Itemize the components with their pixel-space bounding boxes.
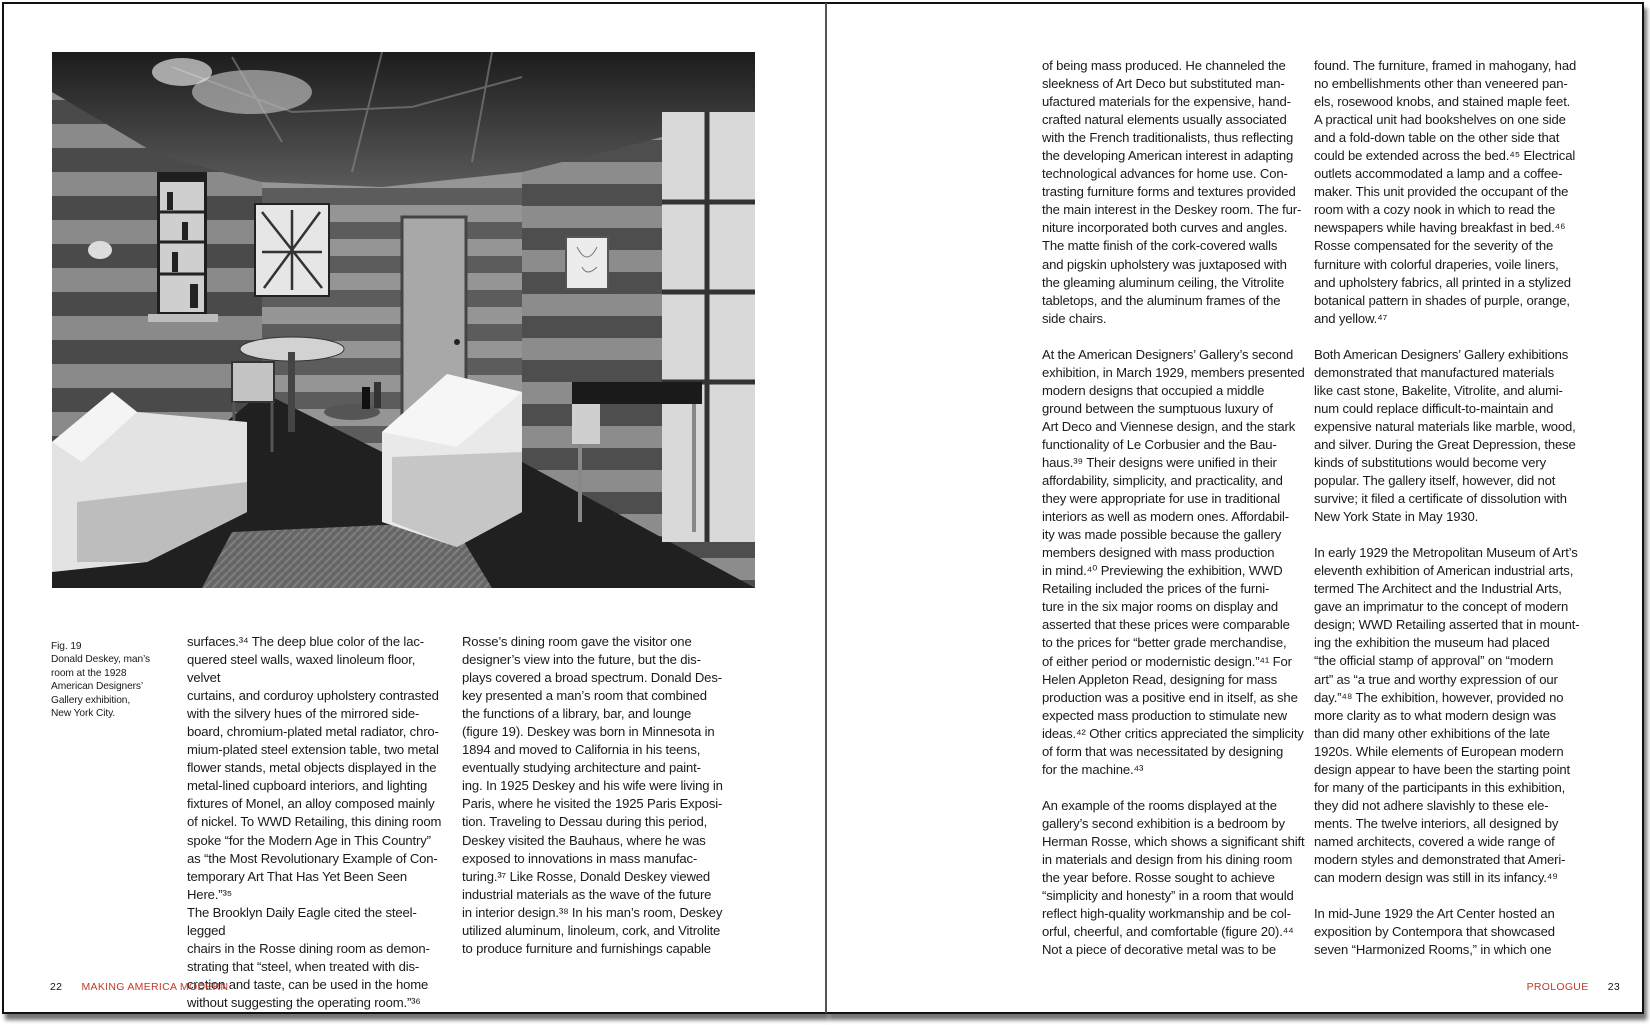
- running-head: MAKING AMERICA MODERN: [81, 981, 229, 993]
- right-page: [826, 2, 1644, 1014]
- room-photograph: [52, 52, 755, 588]
- right-folio: [1527, 981, 1620, 993]
- paragraph: surfaces.³⁴ The deep blue color of the lac- quered steel walls, waxed linoleum floor, velvet curtains, and corduroy upholstery contrasted with the silvery hues of the mirrored side- board, chromium-plated metal radiator, chro- mium-plated steel extension table, two metal flower stands, metal objects displayed in the metal-lined cupboard interiors, and lighting fixtures of Monel, an alloy composed mainly of nickel. To WWD Retailing, this dining room spoke “for the Modern Age in This Country” as “the Most Revolutionary Example of Con- temporary Art That Has Yet Been Seen Here.”³⁵ The Brooklyn Daily Eagle cited the steel-legged chairs in the Rosse dining room as demon- strating that “steel, when treated with dis- cretion and taste, can be used in the home without suggesting the operating room.”³⁶: [187, 634, 442, 1010]
- paragraph: Both American Designers’ Gallery exhibitions demonstrated that manufactured materials like cast stone, Bakelite, Vitrolite, and alumi- num could replace difficult-to-maintain and expensive natural materials like marble, wood, and silver. During the Great Depression, these kinds of substitutions would become very popular. The gallery itself, however, did not survive; it filed a certificate of dissolution with New York State in May 1930.: [1314, 346, 1576, 525]
- paragraph: An example of the rooms displayed at the gallery’s second exhibition is a bedroom by Herman Rosse, which shows a significant shift in materials and design from his dining room the year before. Rosse sought to achieve “simplicity and honesty” in a room that would reflect high-quality workmanship and be col- orful, cheerful, and comfortable (figure 20).⁴⁴ Not a piece of decorative metal was to be: [1042, 797, 1305, 958]
- left-folio: [50, 981, 228, 993]
- paragraph: Rosse’s dining room gave the visitor one designer’s view into the future, but the dis- plays covered a broad spectrum. Donald Des- key presented a man’s room that combined the functions of a library, bar, and lounge (figure 19). Deskey was born in Minnesota in 1894 and moved to California in his teens, eventually studying architecture and paint- ing. In 1925 Deskey and his wife were living in Paris, where he visited the 1925 Paris Exposi- tion. Traveling to Dessau during this period, Deskey visited the Bauhaus, where he was exposed to innovations in mass manufac- turing.³⁷ Like Rosse, Donald Deskey viewed industrial materials as the wave of the future in interior design.³⁸ In his man’s room, Deskey utilized aluminum, linoleum, cork, and Vitrolite to produce furniture and furnishings capable: [462, 634, 723, 956]
- left-page-column-1: [187, 633, 449, 1012]
- paragraph: At the American Designers’ Gallery’s second exhibition, in March 1929, members presented modern designs that occupied a middle ground between the sumptuous luxury of Art Deco and Viennese design, and the stark functionality of Le Corbusier and the Bau- haus.³⁹ Their designs were unified in their affordability, simplicity, and practicality, and they were appropriate for use in traditional interiors as well as modern ones. Affordabil- ity was made possible because the gallery members designed with mass production in mind.⁴⁰ Previewing the exhibition, WWD Retailing included the prices of the furni- ture in the six major rooms on display and asserted that these prices were comparable to the prices for “better grade merchandise, of either period or modernistic design.”⁴¹ For Helen Appleton Read, designing for mass production was a positive end in itself, as she expected mass production to stimulate new ideas.⁴² Other critics appreciated the simplicity of form that was necessitated by designing for the machine.⁴³: [1042, 346, 1305, 777]
- figure-caption: [51, 640, 171, 720]
- paragraph: In early 1929 the Metropolitan Museum of Art’s eleventh exhibition of American industrial arts, termed The Architect and the Industrial Arts, gave an imprimatur to the concept of modern design; WWD Retailing asserted that in mount- ing the exhibition the museum had placed “the official stamp of approval” on “modern art” as “a true and worthy expression of our day.”⁴⁸ The exhibition, however, provided no more clarity as to what modern design was than did many other exhibitions of the late 1920s. While elements of European modern design appear to have been the starting point for many of the participants in this exhibition, they did not adhere slavishly to these ele- ments. The twelve interiors, all designed by named architects, covered a wide range of modern styles and demonstrated that Ameri- can modern design was still in its infancy.⁴⁹: [1314, 545, 1580, 886]
- caption-label: Fig. 19: [51, 641, 82, 652]
- page-number: 22: [50, 981, 63, 993]
- left-page: [2, 2, 826, 1014]
- right-page-column-2: [1314, 57, 1584, 959]
- paragraph: found. The furniture, framed in mahogany, had no embellishments other than veneered pan- els, rosewood knobs, and stained maple feet. A practical unit had bookshelves on one side and a fold-down table on the other side that could be extended across the bed.⁴⁵ Electrical outlets accommodated a lamp and a coffee- maker. This unit provided the occupant of the room with a cozy nook in which to read the newspapers while having breakfast in bed.⁴⁶ Rosse compensated for the severity of the furniture with colorful draperies, voile liners, and upholstery fabrics, all printed in a stylized botanical pattern in shades of purple, orange, and yellow.⁴⁷: [1314, 58, 1577, 326]
- paragraph: of being mass produced. He channeled the sleekness of Art Deco but substituted man- ufactured materials for the expensive, hand- crafted natural elements usually associated with the French traditionalists, thus reflecting the developing American interest in adapting technological advances for home use. Con- trasting furniture forms and textures provided the main interest in the Deskey room. The fur- niture incorporated both curves and angles. The matte finish of the cork-covered walls and pigskin upholstery was juxtaposed with the gleaming aluminum ceiling, the Vitrolite tabletops, and the aluminum frames of the side chairs.: [1042, 58, 1302, 326]
- page-number: 23: [1607, 981, 1620, 993]
- running-head: PROLOGUE: [1526, 981, 1589, 993]
- figure-19-photo: [52, 52, 755, 588]
- caption-text: Donald Deskey, man’s room at the 1928 American Designers’ Gallery exhibition, New York City.: [51, 654, 150, 720]
- left-page-column-2: [462, 633, 724, 958]
- right-page-column-1: [1042, 57, 1312, 959]
- paragraph: In mid-June 1929 the Art Center hosted an exposition by Contempora that showcased seven “Harmonized Rooms,” in which one: [1314, 906, 1555, 958]
